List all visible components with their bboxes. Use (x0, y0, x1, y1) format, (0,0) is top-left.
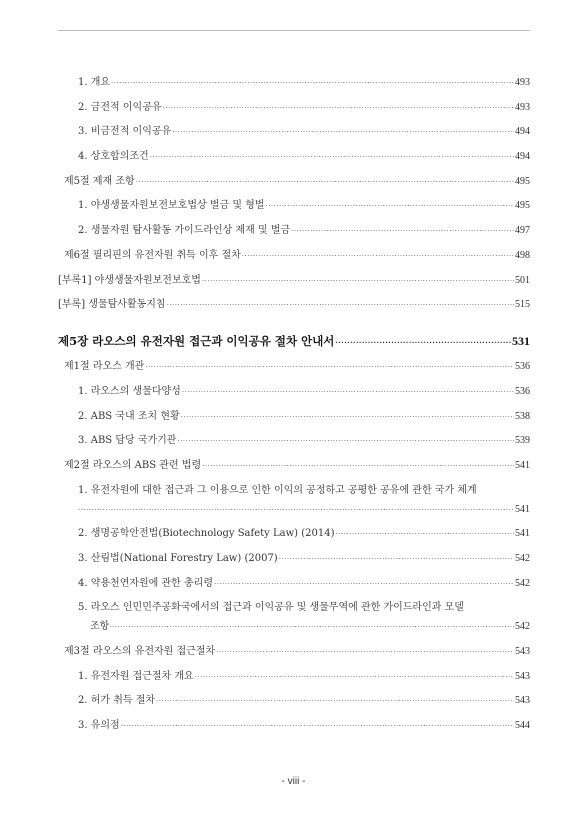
entry-page: 536 (515, 361, 530, 373)
entry-title: 2. 금전적 이익공유 (78, 101, 162, 113)
leader-dots (177, 435, 514, 448)
entry-title: 1. 라오스의 생물다양성 (78, 385, 181, 397)
toc-entry[interactable] (58, 434, 530, 447)
entry-page: 495 (515, 175, 530, 187)
toc-entry[interactable] (58, 175, 530, 188)
toc-entry[interactable] (58, 360, 530, 373)
entry-title: 제1절 라오스 개관 (64, 361, 145, 373)
entry-page: 493 (515, 101, 530, 113)
toc-entry[interactable] (58, 577, 530, 590)
leader-dots (136, 176, 514, 189)
toc-group-b (58, 360, 530, 472)
leader-dots (195, 671, 514, 684)
entry-page: 542 (515, 577, 530, 589)
entry-title: 1. 유전자원에 대한 접근과 그 이용으로 인한 이익의 공정하고 공평한 공유에 관한 국가 체계 (78, 484, 477, 496)
entry-title: 1. 개요 (78, 77, 111, 88)
toc-entry[interactable] (58, 76, 530, 89)
entry-title: 1. 유전자원 접근절차 개요 (78, 670, 194, 682)
entry-page: 541 (515, 503, 530, 515)
entry-page: 542 (515, 553, 530, 564)
toc-multiline-entry[interactable] (58, 484, 530, 516)
entry-page: 495 (515, 200, 530, 212)
entry-title-cont: 조항 (90, 621, 110, 633)
toc-entry[interactable] (58, 645, 530, 658)
leader-dots (111, 77, 514, 90)
entry-title: 제3절 라오스의 유전자원 접근절차 (64, 646, 216, 658)
entry-title: 2. ABS 국내 조치 현황 (78, 410, 180, 422)
leader-dots (145, 361, 514, 374)
entry-title: 4. 상호합의조건 (78, 151, 149, 163)
entry-title: 3. 산림법(National Forestry Law) (2007) (78, 553, 278, 564)
toc-entry[interactable] (58, 199, 530, 212)
toc-entry[interactable] (58, 224, 530, 237)
entry-page: 543 (515, 670, 530, 682)
entry-title: 3. 유의점 (78, 720, 120, 732)
toc-entry[interactable] (58, 249, 530, 262)
leader-dots (279, 553, 514, 566)
entry-title: 제2절 라오스의 ABS 관련 법령 (64, 459, 202, 471)
leader-dots (335, 336, 511, 349)
entry-title: 2. 허가 취득 절차 (78, 695, 156, 707)
toc-chapter-entry[interactable] (58, 335, 530, 348)
toc-entry[interactable] (58, 527, 530, 540)
entry-page: 494 (515, 151, 530, 163)
entry-title: 1. 야생생물자원보전보호법상 벌금 및 형벌 (78, 200, 265, 212)
entry-page: 541 (515, 459, 530, 471)
toc-entry[interactable] (58, 552, 530, 565)
entry-page: 542 (515, 621, 530, 633)
toc-entry[interactable] (58, 410, 530, 423)
toc-entry[interactable] (58, 719, 530, 732)
entry-page: 494 (515, 126, 530, 138)
toc-entry[interactable] (58, 298, 530, 311)
leader-dots (291, 225, 514, 238)
entry-title: [부록] 생물탐사활동지침 (58, 299, 166, 311)
toc-entry[interactable] (58, 694, 530, 707)
toc-entry[interactable] (58, 459, 530, 472)
leader-dots (214, 578, 514, 591)
entry-continuation (58, 620, 530, 633)
page-number-footer: - viii - (281, 776, 306, 787)
entry-title: 제6절 필리핀의 유전자원 취득 이후 절차 (64, 249, 241, 261)
entry-title: 4. 약용천연자원에 관한 총리령 (78, 577, 213, 589)
entry-page: 544 (515, 720, 530, 732)
toc-entry[interactable] (58, 150, 530, 163)
leader-dots (265, 200, 514, 213)
leader-dots (202, 460, 514, 473)
entry-page: 541 (515, 528, 530, 540)
entry-title: 2. 생명공학안전법(Biotechnology Safety Law) (2014) (78, 528, 335, 540)
table-of-contents (58, 76, 530, 744)
toc-entry[interactable] (58, 274, 530, 287)
entry-page: 543 (515, 646, 530, 658)
leader-dots (167, 299, 514, 312)
chapter-page: 531 (512, 334, 530, 349)
entry-page: 498 (515, 249, 530, 261)
chapter-title: 제5장 라오스의 유전자원 접근과 이익공유 절차 안내서 (58, 334, 335, 349)
leader-dots (182, 386, 514, 399)
entry-page: 536 (515, 385, 530, 397)
toc-group-c (58, 527, 530, 589)
entry-title: 5. 라오스 인민민주공화국에서의 접근과 이익공유 및 생물무역에 관한 가이드라인과 모델 (78, 602, 464, 614)
toc-group-d (58, 645, 530, 732)
entry-title: [부록1] 야생생물자원보전보호법 (58, 274, 201, 286)
leader-dots (242, 250, 514, 263)
leader-dots (181, 411, 514, 424)
entry-page: 493 (515, 77, 530, 88)
leader-dots (78, 504, 514, 517)
leader-dots (163, 102, 514, 115)
toc-group-a (58, 76, 530, 311)
entry-continuation (58, 503, 530, 516)
toc-entry[interactable] (58, 670, 530, 683)
entry-title: 2. 생물자원 탐사활동 가이드라인상 제재 및 벌금 (78, 225, 291, 237)
leader-dots (156, 695, 514, 708)
leader-dots (172, 126, 514, 139)
leader-dots (216, 646, 514, 659)
entry-page: 497 (515, 225, 530, 237)
leader-dots (109, 621, 514, 634)
leader-dots (150, 151, 514, 164)
entry-page: 501 (515, 274, 530, 286)
entry-page: 543 (515, 695, 530, 707)
toc-entry[interactable] (58, 101, 530, 114)
entry-page: 539 (515, 435, 530, 447)
entry-title: 3. 비금전적 이익공유 (78, 126, 172, 138)
top-rule (58, 30, 530, 31)
entry-page: 538 (515, 410, 530, 422)
leader-dots (202, 275, 514, 288)
leader-dots (121, 720, 514, 733)
leader-dots (335, 528, 514, 541)
entry-title: 3. ABS 담당 국가기관 (78, 435, 177, 447)
toc-entry[interactable] (58, 385, 530, 398)
toc-entry[interactable] (58, 125, 530, 138)
entry-title: 제5절 제재 조항 (64, 175, 135, 187)
toc-multiline-entry[interactable] (58, 601, 530, 633)
entry-page: 515 (515, 299, 530, 311)
